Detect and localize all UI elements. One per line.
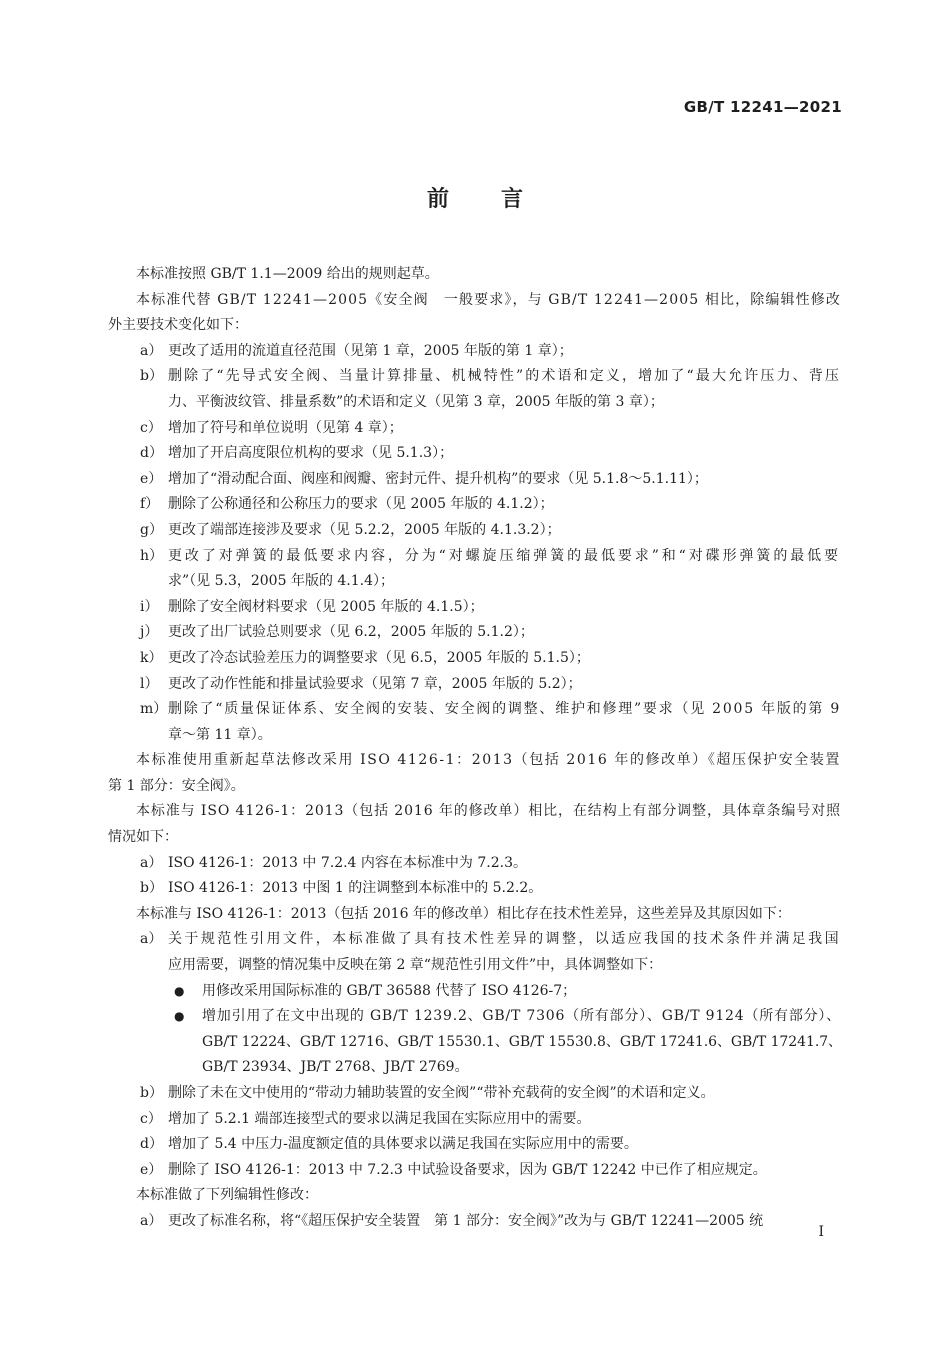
text-line xyxy=(108,927,842,953)
list-marker: a） xyxy=(140,931,163,948)
line-text: 更改了端部连接涉及要求（见 5.2.2，2005 年版的 4.1.3.2）； xyxy=(168,521,561,538)
bullet-marker: ● xyxy=(174,1009,185,1024)
list-marker: j） xyxy=(140,624,159,641)
text-line xyxy=(108,646,842,672)
text-line xyxy=(108,723,842,749)
line-text: 增加了“滑动配合面、阀座和阀瓣、密封元件、提升机构”的要求（见 5.1.8～5.1.11）； xyxy=(168,470,708,487)
line-text: 本标准按照 GB/T 1.1—2009 给出的规则起草。 xyxy=(136,266,439,282)
line-text: 求”（见 5.3，2005 年版的 4.1.4）； xyxy=(168,573,395,590)
list-marker: k） xyxy=(140,649,163,666)
text-line xyxy=(108,1030,842,1056)
line-text: 增加了 5.4 中压力-温度额定值的具体要求以满足我国在实际应用中的需要。 xyxy=(168,1136,638,1153)
text-line xyxy=(108,774,842,800)
text-line xyxy=(108,1158,842,1184)
line-text: 删除了安全阀材料要求（见 2005 年版的 4.1.5）； xyxy=(168,598,484,615)
text-line xyxy=(108,262,842,288)
page-title: 前言 xyxy=(426,187,575,212)
text-line xyxy=(108,569,842,595)
line-text: GB/T 23934、JB/T 2768、JB/T 2769。 xyxy=(202,1059,469,1076)
line-text: 本标准使用重新起草法修改采用 ISO 4126-1：2013（包括 2016 年的修改单）《超压保护安全装置 xyxy=(136,752,841,769)
list-marker: b） xyxy=(140,1085,163,1101)
list-marker: g） xyxy=(140,521,163,538)
line-text: 更改了动作性能和排量试验要求（见第 7 章，2005 年版的 5.2）； xyxy=(168,675,582,692)
text-line xyxy=(108,1004,842,1030)
text-line xyxy=(108,390,842,416)
line-text: 本标准与 ISO 4126-1：2013（包括 2016 年的修改单）相比存在技术性差异，这些差异及其原因如下： xyxy=(136,905,791,922)
line-text: 更改了冷态试验差压力的调整要求（见 6.5，2005 年版的 5.1.5）； xyxy=(168,649,590,666)
page-number: I xyxy=(818,1224,824,1240)
text-line xyxy=(108,492,842,518)
list-marker: h） xyxy=(140,547,164,564)
text-line xyxy=(108,1081,842,1107)
line-text: ISO 4126-1：2013 中 7.2.4 内容在本标准中为 7.2.3。 xyxy=(168,854,527,871)
text-line xyxy=(108,620,842,646)
list-marker: d） xyxy=(140,1136,163,1153)
text-line xyxy=(108,518,842,544)
text-line xyxy=(108,953,842,979)
text-line xyxy=(108,902,842,928)
text-line xyxy=(108,1107,842,1133)
line-text: 更改了标准名称，将“《超压保护安全装置 第 1 部分：安全阀》”改为与 GB/T 12241—2005 统 xyxy=(168,1212,764,1229)
line-text: 用修改采用国际标准的 GB/T 36588 代替了 ISO 4126-7； xyxy=(202,982,577,999)
line-text: 外主要技术变化如下： xyxy=(108,317,248,334)
line-text: 章～第 11 章）。 xyxy=(168,726,272,743)
line-text: 增加引用了在文中出现的 GB/T 1239.2、GB/T 7306（所有部分）、GB/T 9124（所有部分）、 xyxy=(202,1008,841,1025)
standard-number: GB/T 12241—2021 xyxy=(683,98,842,116)
list-marker: c） xyxy=(140,1110,162,1127)
text-line xyxy=(108,1055,842,1081)
bullet-marker: ● xyxy=(174,983,185,998)
line-text: 删除了公称通径和公称压力的要求（见 2005 年版的 4.1.2）； xyxy=(168,496,554,513)
line-text: 力、平衡波纹管、排量系数”的术语和定义（见第 3 章，2005 年版的第 3 章）； xyxy=(168,393,664,410)
line-text: 删除了“先导式安全阀、当量计算排量、机械特性”的术语和定义，增加了“最大允许压力、背压 xyxy=(168,368,841,385)
line-text: 第 1 部分：安全阀》。 xyxy=(108,777,245,794)
line-text: 更改了出厂试验总则要求（见 6.2，2005 年版的 5.1.2）； xyxy=(168,624,534,641)
list-marker: m） xyxy=(140,701,168,718)
line-text: ISO 4126-1：2013 中图 1 的注调整到本标准中的 5.2.2。 xyxy=(168,880,543,897)
text-line xyxy=(108,416,842,442)
list-marker: b） xyxy=(140,368,163,385)
text-line xyxy=(108,876,842,902)
list-marker: d） xyxy=(140,445,163,462)
list-marker: a） xyxy=(140,342,163,359)
text-line xyxy=(108,339,842,365)
text-line xyxy=(108,467,842,493)
text-line xyxy=(108,313,842,339)
line-text: 删除了未在文中使用的“带动力辅助装置的安全阀”“带补充载荷的安全阀”的术语和定义。 xyxy=(168,1085,715,1101)
text-line xyxy=(108,595,842,621)
line-text: 删除了 ISO 4126-1：2013 中 7.2.3 中试验设备要求，因为 GB/T 12242 中已作了相应规定。 xyxy=(168,1161,767,1178)
text-line xyxy=(108,288,842,314)
text-line xyxy=(108,1132,842,1158)
text-line xyxy=(108,441,842,467)
line-text: 应用需要，调整的情况集中反映在第 2 章“规范性引用文件”中，具体调整如下： xyxy=(168,957,663,974)
line-text: 增加了符号和单位说明（见第 4 章）； xyxy=(168,419,403,436)
line-text: 本标准做了下列编辑性修改： xyxy=(136,1187,318,1204)
text-line xyxy=(108,825,842,851)
text-line xyxy=(108,748,842,774)
text-line xyxy=(108,1209,842,1235)
text-line xyxy=(108,1183,842,1209)
list-marker: a） xyxy=(140,1212,163,1229)
list-marker: e） xyxy=(140,1161,163,1178)
line-text: 本标准代替 GB/T 12241—2005《安全阀 一般要求》，与 GB/T 12241—2005 相比，除编辑性修改 xyxy=(136,291,841,308)
list-marker: l） xyxy=(140,675,159,692)
text-line xyxy=(108,697,842,723)
line-text: GB/T 12224、GB/T 12716、GB/T 15530.1、GB/T 15530.8、GB/T 17241.6、GB/T 17241.7、 xyxy=(202,1033,842,1050)
text-line xyxy=(108,672,842,698)
line-text: 增加了 5.2.1 端部连接型式的要求以满足我国在实际应用中的需要。 xyxy=(168,1110,591,1127)
line-text: 增加了开启高度限位机构的要求（见 5.1.3）； xyxy=(168,445,454,462)
line-text: 删除了“质量保证体系、安全阀的安装、安全阀的调整、维护和修理”要求（见 2005 年版的第 9 xyxy=(168,701,841,718)
text-line xyxy=(108,851,842,877)
list-marker: c） xyxy=(140,419,162,436)
line-text: 更改了对弹簧的最低要求内容，分为“对螺旋压缩弹簧的最低要求”和“对碟形弹簧的最低要 xyxy=(168,547,841,564)
text-line xyxy=(108,799,842,825)
list-marker: e） xyxy=(140,470,163,487)
line-text: 情况如下： xyxy=(108,829,178,846)
list-marker: b） xyxy=(140,880,163,897)
text-line xyxy=(108,979,842,1005)
list-marker: a） xyxy=(140,854,163,871)
line-text: 关于规范性引用文件，本标准做了具有技术性差异的调整，以适应我国的技术条件并满足我国 xyxy=(168,931,841,948)
line-text: 更改了适用的流道直径范围（见第 1 章，2005 年版的第 1 章）； xyxy=(168,342,573,359)
line-text: 本标准与 ISO 4126-1：2013（包括 2016 年的修改单）相比，在结构上有部分调整，具体章条编号对照 xyxy=(136,803,841,820)
document-body xyxy=(108,262,842,1235)
list-marker: i） xyxy=(140,598,159,615)
text-line xyxy=(108,544,842,570)
text-line xyxy=(108,364,842,390)
list-marker: f） xyxy=(140,496,160,513)
